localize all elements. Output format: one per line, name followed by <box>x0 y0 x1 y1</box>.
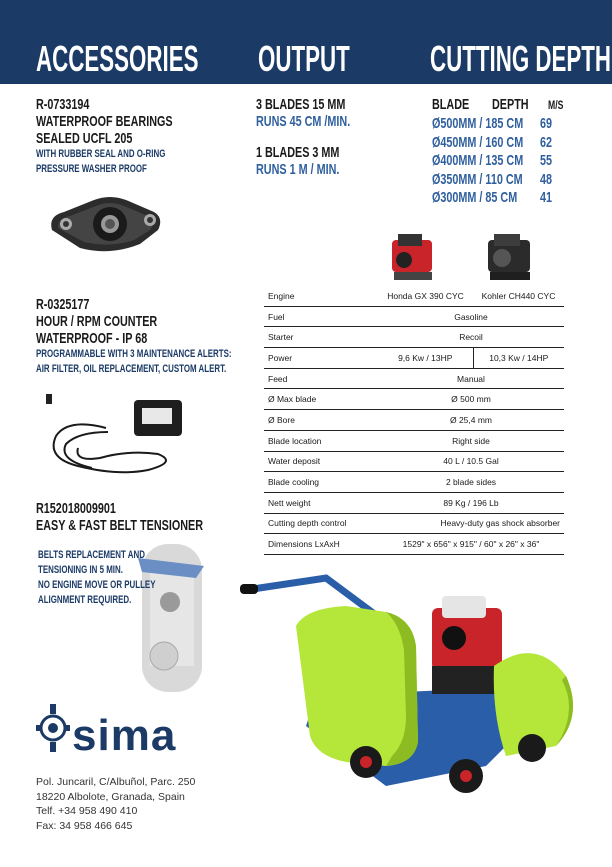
cutting-depth-section <box>432 96 592 208</box>
ms-col-header: M/S <box>548 98 564 112</box>
depth-blade: Ø500MM / 185 CM <box>432 115 524 132</box>
sima-logo <box>36 704 177 761</box>
depth-row <box>432 152 592 171</box>
spec-value: Recoil <box>378 327 564 348</box>
depth-row <box>432 134 592 153</box>
spec-value: Manual <box>378 368 564 389</box>
depth-blade: Ø400MM / 135 CM <box>432 152 524 169</box>
phone-line: Telf. +34 958 490 410 <box>36 805 138 817</box>
depth-blade: Ø300MM / 85 CM <box>432 189 518 206</box>
spec-value-honda: Honda GX 390 CYC <box>378 286 473 306</box>
accessories-heading: ACCESSORIES <box>36 38 199 79</box>
kohler-engine-image <box>480 230 538 286</box>
accessory-title: EASY & FAST BELT TENSIONER <box>36 517 204 534</box>
output-rate: RUNS 1 M / MIN. <box>256 161 340 178</box>
fax-line: Fax: 34 958 466 645 <box>36 819 133 832</box>
spec-row <box>264 492 564 513</box>
output-rate: RUNS 45 CM /MIN. <box>256 113 351 130</box>
spec-value-honda: 9,6 Kw / 13HP <box>378 348 473 369</box>
depth-col-header: DEPTH <box>492 96 529 113</box>
header-band <box>0 0 612 84</box>
spec-row <box>264 472 564 493</box>
address-line: Pol. Juncaril, C/Albuñol, Parc. 250 <box>36 776 196 788</box>
spec-row <box>264 534 564 555</box>
accessory-bearings <box>36 96 226 177</box>
spec-row <box>264 368 564 389</box>
depth-row <box>432 171 592 190</box>
spec-value: 2 blade sides <box>378 472 564 493</box>
spec-row <box>264 410 564 431</box>
honda-engine-image <box>384 230 442 286</box>
accessory-title: WATERPROOF - IP 68 <box>36 330 148 347</box>
spec-label: Engine <box>264 286 378 306</box>
brand-name: sima <box>72 711 177 760</box>
spec-row <box>264 451 564 472</box>
accessory-code: R-0325177 <box>36 296 90 313</box>
spec-row <box>264 513 564 534</box>
spec-label: Dimensions LxAxH <box>264 534 378 555</box>
logo-emblem-icon <box>36 704 70 756</box>
spec-label: Nett weight <box>264 492 378 513</box>
cutting-depth-heading: CUTTING DEPTH <box>430 38 612 79</box>
spec-label: Water deposit <box>264 451 378 472</box>
output-section <box>256 96 387 178</box>
accessory-title: HOUR / RPM COUNTER <box>36 313 158 330</box>
depth-row <box>432 189 592 208</box>
spec-value: 89 Kg / 196 Lb <box>378 492 564 513</box>
specs-table <box>264 286 564 555</box>
accessory-desc: PROGRAMMABLE WITH 3 MAINTENANCE ALERTS: <box>36 348 232 360</box>
depth-ms: 41 <box>540 189 553 206</box>
spec-label: Blade location <box>264 430 378 451</box>
accessory-desc: TENSIONING IN 5 MIN. <box>38 564 123 576</box>
depth-ms: 62 <box>540 133 553 151</box>
depth-ms: 69 <box>540 115 553 132</box>
accessory-desc: NO ENGINE MOVE OR PULLEY <box>38 579 156 591</box>
depth-ms: 48 <box>540 170 553 188</box>
address-line: 18220 Albolote, Granada, Spain <box>36 790 185 803</box>
spec-value: Gasoline <box>378 306 564 327</box>
blade-col-header: BLADE <box>432 96 470 113</box>
spec-value: 1529" x 656" x 915" / 60" x 26" x 36" <box>378 534 564 555</box>
hour-counter-image <box>38 388 188 488</box>
depth-blade: Ø450MM / 160 CM <box>432 133 524 151</box>
spec-label: Starter <box>264 327 378 348</box>
output-blades: 1 BLADES 3 MM <box>256 144 340 161</box>
spec-label: Ø Max blade <box>264 389 378 410</box>
output-blades: 3 BLADES 15 MM <box>256 96 346 113</box>
company-address <box>36 775 195 833</box>
spec-value: Ø 25,4 mm <box>378 410 564 431</box>
accessory-code: R-0733194 <box>36 96 90 113</box>
spec-value: 40 L / 10.5 Gal <box>378 451 564 472</box>
output-heading: OUTPUT <box>258 38 350 79</box>
spec-label: Fuel <box>264 306 378 327</box>
accessory-code: R152018009901 <box>36 500 116 517</box>
spec-value: Heavy-duty gas shock absorber <box>378 513 564 534</box>
depth-blade: Ø350MM / 110 CM <box>432 170 523 188</box>
accessory-desc: ALIGNMENT REQUIRED. <box>38 594 132 606</box>
spec-row <box>264 327 564 348</box>
spec-value-kohler: Kohler CH440 CYC <box>473 286 564 306</box>
spec-row <box>264 430 564 451</box>
accessory-desc: BELTS REPLACEMENT AND <box>38 549 145 561</box>
tensioner-desc-block <box>38 548 201 608</box>
spec-row-power <box>264 348 564 369</box>
spec-row <box>264 306 564 327</box>
spec-label: Ø Bore <box>264 410 378 431</box>
accessory-desc: PRESSURE WASHER PROOF <box>36 163 147 175</box>
spec-label: Cutting depth control <box>264 513 378 534</box>
accessory-desc: AIR FILTER, OIL REPLACEMENT, CUSTOM ALERT. <box>36 363 227 375</box>
accessory-desc: WITH RUBBER SEAL AND O-RING <box>36 148 166 160</box>
bearing-image <box>44 186 166 258</box>
spec-label: Blade cooling <box>264 472 378 493</box>
depth-row <box>432 115 592 134</box>
accessory-title: SEALED UCFL 205 <box>36 130 133 147</box>
spec-row <box>264 389 564 410</box>
spec-value-kohler: 10,3 Kw / 14HP <box>473 348 564 369</box>
spec-value: Ø 500 mm <box>378 389 564 410</box>
spec-label: Power <box>264 348 378 369</box>
spec-label: Feed <box>264 368 378 389</box>
depth-ms: 55 <box>540 152 553 169</box>
spec-value: Right side <box>378 430 564 451</box>
floor-saw-image <box>236 566 586 806</box>
spec-row-engine <box>264 286 564 306</box>
accessory-tensioner <box>36 500 268 534</box>
accessory-title: WATERPROOF BEARINGS <box>36 113 173 130</box>
